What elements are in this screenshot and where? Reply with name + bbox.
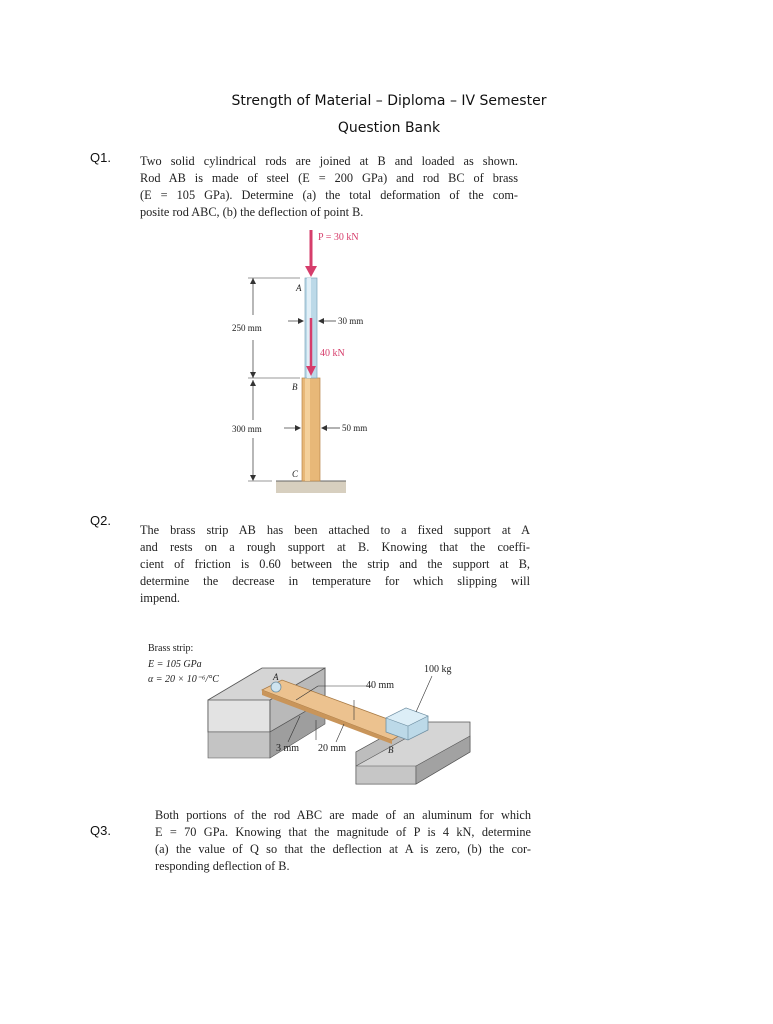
question-2-line: determine the decrease in temperature for which slipping will bbox=[140, 574, 530, 588]
width-label: 20 mm bbox=[318, 743, 347, 754]
fixed-pin bbox=[271, 682, 281, 692]
question-3-line: responding deflection of B. bbox=[155, 859, 290, 873]
point-c-label: C bbox=[292, 469, 299, 479]
point-b-label: B bbox=[388, 745, 394, 755]
question-3-line: Both portions of the rod ABC are made of an aluminum for which bbox=[155, 808, 531, 822]
question-1-number: Q1. bbox=[90, 150, 111, 165]
question-2-figure bbox=[140, 640, 480, 800]
question-1-line: (E = 105 GPa). Determine (a) the total deformation of the com- bbox=[140, 188, 518, 202]
point-a-label: A bbox=[273, 672, 279, 682]
length-label: 40 mm bbox=[366, 680, 395, 691]
document-title: Strength of Material – Diploma – IV Semester bbox=[231, 93, 547, 109]
ground-support bbox=[276, 481, 346, 493]
question-1-text bbox=[140, 153, 518, 221]
question-2-line: The brass strip AB has been attached to a fixed support at A bbox=[140, 523, 530, 537]
question-1-line: Rod AB is made of steel (E = 200 GPa) and rod BC of brass bbox=[140, 171, 518, 185]
question-2-line: cient of friction is 0.60 between the strip and the support at B, bbox=[140, 557, 530, 571]
thickness-label: 3 mm bbox=[276, 743, 300, 754]
dim-50-label: 50 mm bbox=[342, 423, 368, 433]
load-p-label: P = 30 kN bbox=[318, 232, 359, 243]
document-subtitle: Question Bank bbox=[337, 120, 441, 136]
brass-rod-bc bbox=[302, 378, 320, 481]
question-2-text bbox=[140, 522, 530, 607]
caption-line-3: α = 20 × 10⁻⁶/°C bbox=[148, 674, 219, 685]
point-a-label: A bbox=[296, 283, 302, 293]
question-3-number: Q3. bbox=[90, 823, 111, 838]
question-2-line: and rests on a rough support at B. Knowing that the coeffi- bbox=[140, 540, 530, 554]
dim-30-label: 30 mm bbox=[338, 316, 364, 326]
mass-label: 100 kg bbox=[424, 664, 452, 675]
dim-250-label: 250 mm bbox=[232, 323, 262, 333]
question-1-line: posite rod ABC, (b) the deflection of point B. bbox=[140, 205, 364, 219]
question-3-text bbox=[155, 807, 531, 875]
load-40kn-label: 40 kN bbox=[320, 348, 345, 359]
question-2-number: Q2. bbox=[90, 513, 111, 528]
question-3-line: (a) the value of Q so that the deflection at A is zero, (b) the cor- bbox=[155, 842, 531, 856]
question-1-line: Two solid cylindrical rods are joined at B and loaded as shown. bbox=[140, 154, 518, 168]
caption-line-2: E = 105 GPa bbox=[148, 659, 202, 670]
point-b-label: B bbox=[292, 382, 298, 392]
question-3-line: E = 70 GPa. Knowing that the magnitude of P is 4 kN, determine bbox=[155, 825, 531, 839]
load-arrow-p-icon bbox=[305, 266, 317, 277]
caption-line-1: Brass strip: bbox=[148, 643, 194, 654]
question-1-figure bbox=[220, 225, 368, 497]
question-2-line: impend. bbox=[140, 591, 180, 605]
dim-300-label: 300 mm bbox=[232, 424, 262, 434]
